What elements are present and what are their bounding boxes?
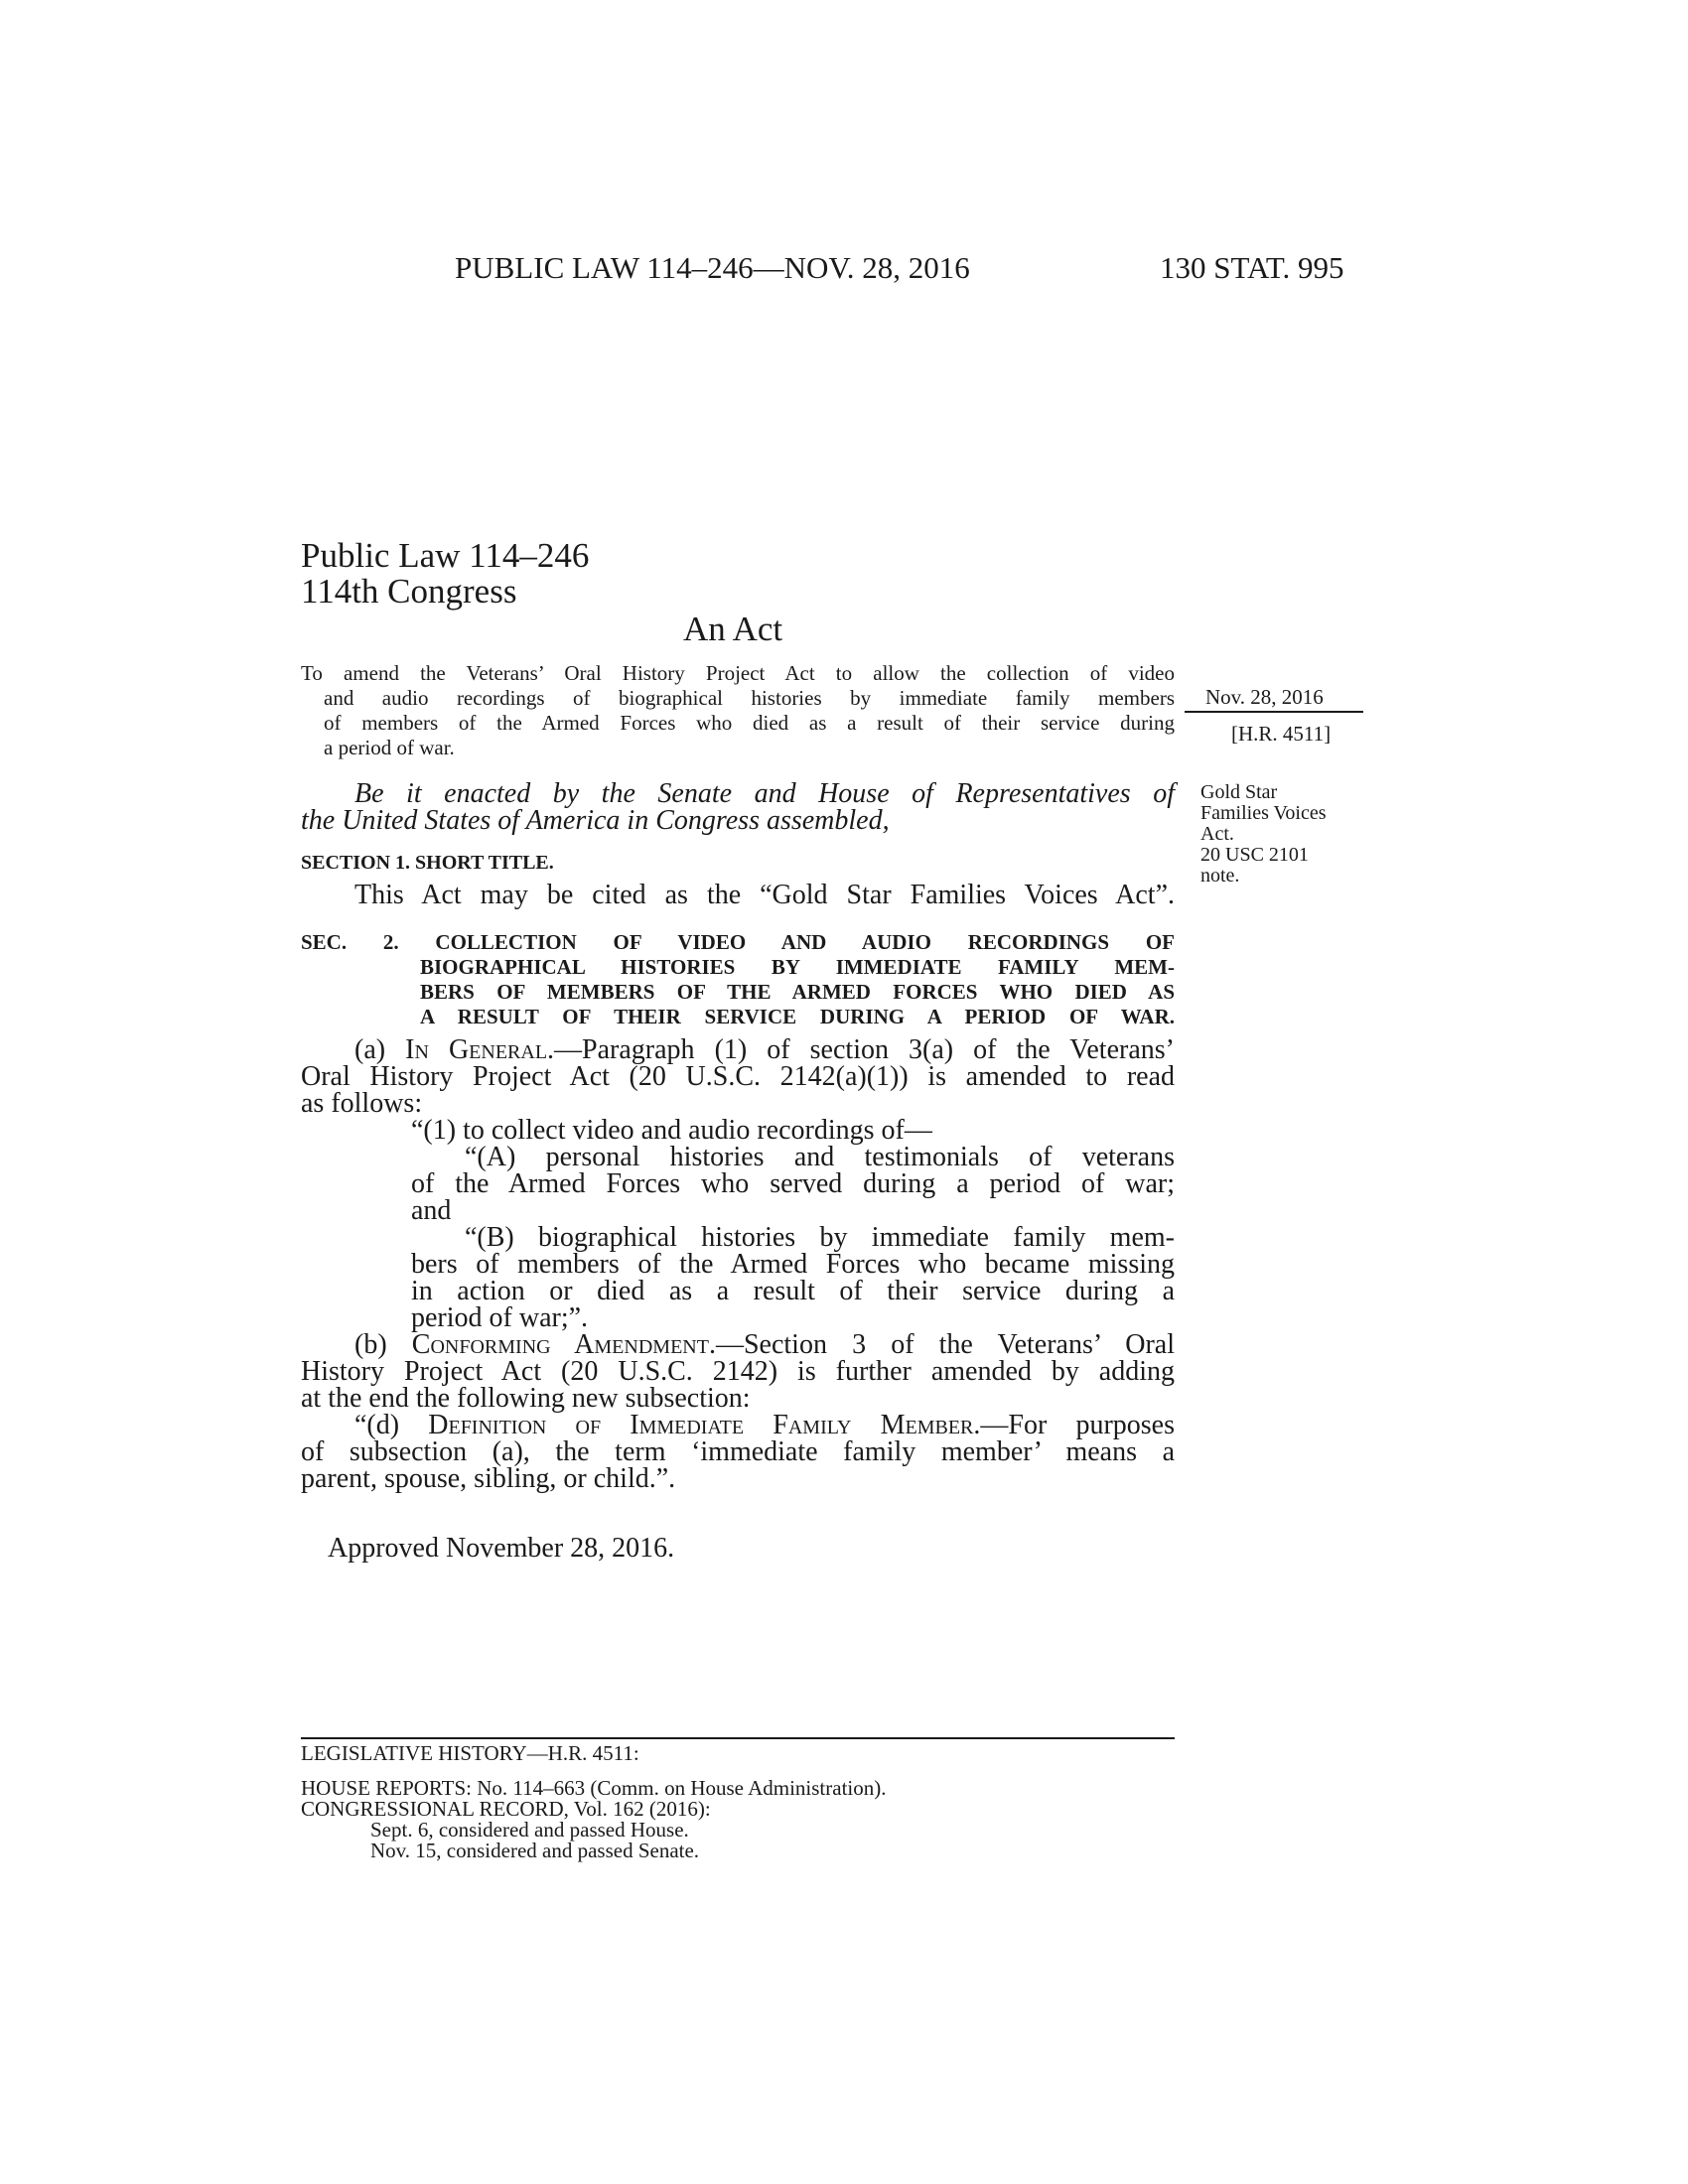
subsection-a-line: Oral History Project Act (20 U.S.C. 2142(a)(1)) is amended to read — [301, 1061, 1175, 1092]
section-2-heading-line: BIOGRAPHICAL HISTORIES BY IMMEDIATE FAMILY MEM- — [420, 955, 1175, 979]
legislative-history-line: CONGRESSIONAL RECORD, Vol. 162 (2016): — [301, 1797, 711, 1821]
margin-note-rule — [1185, 711, 1363, 713]
purpose-line: of members of the Armed Forces who died as a result of their service during — [324, 711, 1175, 735]
margin-note-date: Nov. 28, 2016 — [1205, 685, 1324, 709]
subsection-d-line — [354, 1412, 1175, 1438]
section-1-text: This Act may be cited as the “Gold Star Families Voices Act”. — [354, 880, 1175, 910]
margin-note-line: Families Voices — [1200, 802, 1327, 824]
enacting-clause-line: the United States of America in Congress assembled, — [301, 805, 890, 836]
footer-rule — [301, 1737, 1175, 1739]
legislative-history-title: LEGISLATIVE HISTORY—H.R. 4511: — [301, 1741, 639, 1765]
quoted-subparagraph-a-line: and — [411, 1195, 452, 1226]
legislative-history-line: Sept. 6, considered and passed House. — [370, 1818, 689, 1842]
section-2-heading-line: A RESULT OF THEIR SERVICE DURING A PERIOD OF WAR. — [420, 1005, 1175, 1028]
congress-number: 114th Congress — [301, 572, 517, 611]
margin-note-short-title — [1200, 782, 1326, 887]
statute-page-number: 130 STAT. 995 — [1160, 250, 1344, 285]
purpose-line: a period of war. — [324, 736, 455, 759]
subsection-caption: In General — [405, 1034, 548, 1065]
legislative-history-line: HOUSE REPORTS: No. 114–663 (Comm. on House Administration). — [301, 1776, 887, 1800]
subsection-a-line: as follows: — [301, 1088, 423, 1119]
subsection-a-line — [354, 1036, 1175, 1063]
section-2-heading-line: BERS OF MEMBERS OF THE ARMED FORCES WHO DIED AS — [420, 980, 1175, 1004]
quoted-subparagraph-a-line: of the Armed Forces who served during a period of war; — [411, 1168, 1175, 1199]
quoted-subparagraph-b-line: in action or died as a result of their service during a — [411, 1276, 1175, 1306]
purpose-line: and audio recordings of biographical histories by immediate family members — [324, 686, 1175, 710]
subsection-b-line: History Project Act (20 U.S.C. 2142) is further amended by adding — [301, 1356, 1175, 1387]
margin-note-line: note. — [1200, 865, 1240, 887]
quoted-subparagraph-b-line: period of war;”. — [411, 1302, 589, 1333]
margin-note-bill: [H.R. 4511] — [1231, 722, 1332, 746]
quoted-subparagraph-b-line: bers of members of the Armed Forces who became missing — [411, 1249, 1175, 1280]
margin-note-line: Act. — [1200, 823, 1234, 845]
subsection-text: .—Section 3 of the Veterans’ Oral — [708, 1329, 1175, 1360]
subsection-caption: Conforming Amendment — [411, 1329, 709, 1360]
subsection-b-line — [354, 1331, 1175, 1358]
subsection-text: .—For purposes — [973, 1410, 1175, 1440]
quoted-subparagraph-a-line: “(A) personal histories and testimonials of veterans — [465, 1142, 1175, 1172]
purpose-line: To amend the Veterans’ Oral History Project Act to allow the collection of video — [301, 661, 1175, 685]
subsection-d-line: of subsection (a), the term ‘immediate family member’ means a — [301, 1436, 1175, 1467]
section-1-heading: SECTION 1. SHORT TITLE. — [301, 852, 554, 874]
approval-date: Approved November 28, 2016. — [328, 1533, 675, 1564]
subsection-label: “(d) — [354, 1410, 400, 1440]
running-header-title: PUBLIC LAW 114–246—NOV. 28, 2016 — [455, 250, 970, 285]
act-heading: An Act — [683, 610, 783, 648]
legislative-history-line: Nov. 15, considered and passed Senate. — [370, 1839, 700, 1862]
section-2-heading-line: SEC. 2. COLLECTION OF VIDEO AND AUDIO RECORDINGS OF — [301, 930, 1175, 954]
enacting-clause-line: Be it enacted by the Senate and House of Representatives of — [354, 778, 1175, 809]
margin-note-line: 20 USC 2101 — [1200, 844, 1309, 866]
subsection-b-line: at the end the following new subsection: — [301, 1383, 751, 1414]
public-law-number: Public Law 114–246 — [301, 536, 590, 575]
subsection-label: (a) — [354, 1034, 386, 1065]
subsection-d-line: parent, spouse, sibling, or child.”. — [301, 1463, 676, 1494]
quoted-subparagraph-b-line: “(B) biographical histories by immediate family mem- — [465, 1222, 1175, 1253]
subsection-text: .—Paragraph (1) of section 3(a) of the Veterans’ — [547, 1034, 1175, 1065]
subsection-label: (b) — [354, 1329, 387, 1360]
quoted-paragraph-1: “(1) to collect video and audio recordings of— — [411, 1115, 932, 1146]
margin-note-line: Gold Star — [1200, 781, 1278, 803]
subsection-caption: Definition of Immediate Family Member — [428, 1410, 974, 1440]
